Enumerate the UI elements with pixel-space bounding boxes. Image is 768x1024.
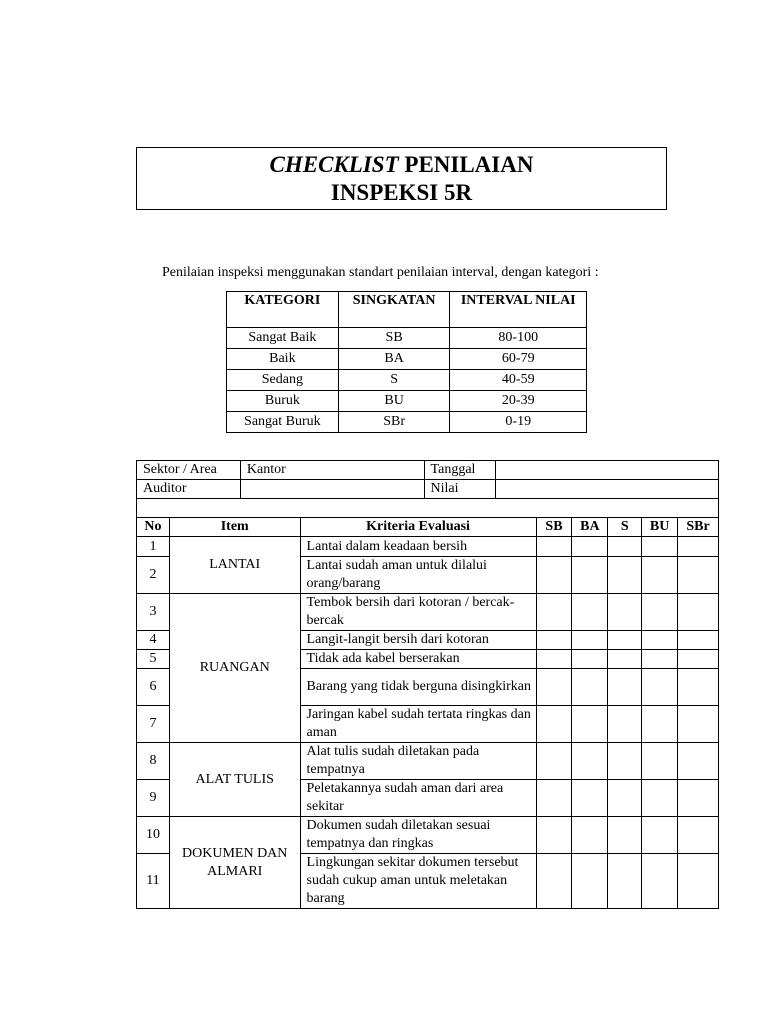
score-s-cell[interactable] bbox=[608, 594, 642, 631]
category-row bbox=[227, 349, 587, 370]
score-bu-cell[interactable] bbox=[642, 537, 678, 557]
intro-text: Penilaian inspeksi menggunakan standart penilaian interval, dengan kategori : bbox=[162, 265, 599, 280]
category-header-row bbox=[227, 292, 587, 328]
info-row-auditor bbox=[137, 480, 719, 499]
score-sb-cell[interactable] bbox=[536, 854, 572, 909]
checklist-table bbox=[136, 517, 719, 909]
info-spacer-row bbox=[137, 499, 719, 518]
row-number: 4 bbox=[137, 631, 170, 650]
score-label: Nilai bbox=[424, 480, 496, 499]
score-bu-cell[interactable] bbox=[642, 594, 678, 631]
info-row-sector bbox=[137, 461, 719, 480]
row-number: 9 bbox=[137, 780, 170, 817]
score-sb-cell[interactable] bbox=[536, 706, 572, 743]
row-number: 11 bbox=[137, 854, 170, 909]
score-sbr-cell[interactable] bbox=[678, 537, 719, 557]
score-sbr-cell[interactable] bbox=[678, 706, 719, 743]
score-sb-cell[interactable] bbox=[536, 743, 572, 780]
row-number: 5 bbox=[137, 650, 170, 669]
category-abbr: SB bbox=[338, 328, 450, 349]
category-abbr: SBr bbox=[338, 412, 450, 433]
criteria-text: Lantai sudah aman untuk dilalui orang/barang bbox=[300, 557, 536, 594]
row-number: 1 bbox=[137, 537, 170, 557]
title-line-2: INSPEKSI 5R bbox=[330, 180, 473, 205]
score-sb-cell[interactable] bbox=[536, 817, 572, 854]
date-value-field[interactable] bbox=[496, 461, 719, 480]
title-italic: CHECKLIST bbox=[269, 152, 399, 177]
score-ba-cell[interactable] bbox=[572, 537, 608, 557]
score-ba-cell[interactable] bbox=[572, 817, 608, 854]
score-ba-cell[interactable] bbox=[572, 854, 608, 909]
header-bu: BU bbox=[642, 518, 678, 537]
header-ba: BA bbox=[572, 518, 608, 537]
row-number: 10 bbox=[137, 817, 170, 854]
category-name: Buruk bbox=[227, 391, 339, 412]
score-s-cell[interactable] bbox=[608, 537, 642, 557]
category-name: Baik bbox=[227, 349, 339, 370]
score-sb-cell[interactable] bbox=[536, 780, 572, 817]
category-abbr: BA bbox=[338, 349, 450, 370]
score-value-field[interactable] bbox=[496, 480, 719, 499]
score-sbr-cell[interactable] bbox=[678, 557, 719, 594]
header-sb: SB bbox=[536, 518, 572, 537]
score-sb-cell[interactable] bbox=[536, 557, 572, 594]
info-table bbox=[136, 460, 719, 518]
criteria-text: Peletakannya sudah aman dari area sekitar bbox=[300, 780, 536, 817]
criteria-text: Lantai dalam keadaan bersih bbox=[300, 537, 536, 557]
checklist-row bbox=[137, 594, 719, 631]
title-line-1 bbox=[137, 151, 666, 179]
date-label: Tanggal bbox=[424, 461, 496, 480]
category-interval: 40-59 bbox=[450, 370, 587, 391]
header-s: S bbox=[608, 518, 642, 537]
header-criteria: Kriteria Evaluasi bbox=[300, 518, 536, 537]
score-s-cell[interactable] bbox=[608, 669, 642, 706]
score-sbr-cell[interactable] bbox=[678, 817, 719, 854]
score-ba-cell[interactable] bbox=[572, 743, 608, 780]
category-row bbox=[227, 391, 587, 412]
title-rest: PENILAIAN bbox=[398, 152, 534, 177]
score-bu-cell[interactable] bbox=[642, 631, 678, 650]
score-bu-cell[interactable] bbox=[642, 650, 678, 669]
row-number: 3 bbox=[137, 594, 170, 631]
checklist-row bbox=[137, 743, 719, 780]
score-bu-cell[interactable] bbox=[642, 780, 678, 817]
category-abbr: BU bbox=[338, 391, 450, 412]
category-abbr: S bbox=[338, 370, 450, 391]
score-s-cell[interactable] bbox=[608, 557, 642, 594]
score-s-cell[interactable] bbox=[608, 817, 642, 854]
score-ba-cell[interactable] bbox=[572, 706, 608, 743]
score-ba-cell[interactable] bbox=[572, 669, 608, 706]
score-bu-cell[interactable] bbox=[642, 669, 678, 706]
criteria-text: Lingkungan sekitar dokumen tersebut sudah cukup aman untuk meletakan barang bbox=[300, 854, 536, 909]
score-s-cell[interactable] bbox=[608, 854, 642, 909]
header-kategori: KATEGORI bbox=[227, 292, 339, 328]
score-sbr-cell[interactable] bbox=[678, 743, 719, 780]
sector-label: Sektor / Area bbox=[137, 461, 241, 480]
checklist-row bbox=[137, 817, 719, 854]
score-ba-cell[interactable] bbox=[572, 631, 608, 650]
category-table bbox=[226, 291, 587, 433]
item-name: ALAT TULIS bbox=[169, 743, 300, 817]
checklist-header-row bbox=[137, 518, 719, 537]
auditor-value-field[interactable] bbox=[240, 480, 424, 499]
category-interval: 0-19 bbox=[450, 412, 587, 433]
category-name: Sangat Baik bbox=[227, 328, 339, 349]
auditor-label: Auditor bbox=[137, 480, 241, 499]
sector-value-field[interactable]: Kantor bbox=[240, 461, 424, 480]
header-singkatan: SINGKATAN bbox=[338, 292, 450, 328]
row-number: 7 bbox=[137, 706, 170, 743]
criteria-text: Dokumen sudah diletakan sesuai tempatnya dan ringkas bbox=[300, 817, 536, 854]
score-bu-cell[interactable] bbox=[642, 557, 678, 594]
spacer-cell bbox=[137, 499, 719, 518]
row-number: 8 bbox=[137, 743, 170, 780]
score-sbr-cell[interactable] bbox=[678, 594, 719, 631]
item-name: DOKUMEN DAN ALMARI bbox=[169, 817, 300, 909]
score-sbr-cell[interactable] bbox=[678, 631, 719, 650]
score-ba-cell[interactable] bbox=[572, 557, 608, 594]
score-sb-cell[interactable] bbox=[536, 537, 572, 557]
score-sb-cell[interactable] bbox=[536, 669, 572, 706]
header-interval: INTERVAL NILAI bbox=[450, 292, 587, 328]
category-name: Sangat Buruk bbox=[227, 412, 339, 433]
score-ba-cell[interactable] bbox=[572, 650, 608, 669]
score-sb-cell[interactable] bbox=[536, 631, 572, 650]
criteria-text: Jaringan kabel sudah tertata ringkas dan aman bbox=[300, 706, 536, 743]
score-s-cell[interactable] bbox=[608, 631, 642, 650]
row-number: 2 bbox=[137, 557, 170, 594]
category-row bbox=[227, 328, 587, 349]
row-number: 6 bbox=[137, 669, 170, 706]
criteria-text: Tembok bersih dari kotoran / bercak-bercak bbox=[300, 594, 536, 631]
criteria-text: Barang yang tidak berguna disingkirkan bbox=[300, 669, 536, 706]
score-bu-cell[interactable] bbox=[642, 706, 678, 743]
score-s-cell[interactable] bbox=[608, 650, 642, 669]
checklist-row bbox=[137, 537, 719, 557]
category-interval: 20-39 bbox=[450, 391, 587, 412]
category-interval: 60-79 bbox=[450, 349, 587, 370]
score-sbr-cell[interactable] bbox=[678, 669, 719, 706]
score-ba-cell[interactable] bbox=[572, 594, 608, 631]
criteria-text: Alat tulis sudah diletakan pada tempatnya bbox=[300, 743, 536, 780]
item-name: LANTAI bbox=[169, 537, 300, 594]
item-name: RUANGAN bbox=[169, 594, 300, 743]
header-sbr: SBr bbox=[678, 518, 719, 537]
header-no: No bbox=[137, 518, 170, 537]
score-ba-cell[interactable] bbox=[572, 780, 608, 817]
document-title bbox=[136, 147, 667, 210]
score-bu-cell[interactable] bbox=[642, 854, 678, 909]
score-s-cell[interactable] bbox=[608, 706, 642, 743]
category-row bbox=[227, 370, 587, 391]
category-row bbox=[227, 412, 587, 433]
criteria-text: Tidak ada kabel berserakan bbox=[300, 650, 536, 669]
score-bu-cell[interactable] bbox=[642, 743, 678, 780]
score-s-cell[interactable] bbox=[608, 743, 642, 780]
category-interval: 80-100 bbox=[450, 328, 587, 349]
header-item: Item bbox=[169, 518, 300, 537]
score-sbr-cell[interactable] bbox=[678, 650, 719, 669]
score-sbr-cell[interactable] bbox=[678, 780, 719, 817]
category-name: Sedang bbox=[227, 370, 339, 391]
score-bu-cell[interactable] bbox=[642, 817, 678, 854]
score-s-cell[interactable] bbox=[608, 780, 642, 817]
criteria-text: Langit-langit bersih dari kotoran bbox=[300, 631, 536, 650]
score-sb-cell[interactable] bbox=[536, 650, 572, 669]
score-sb-cell[interactable] bbox=[536, 594, 572, 631]
score-sbr-cell[interactable] bbox=[678, 854, 719, 909]
